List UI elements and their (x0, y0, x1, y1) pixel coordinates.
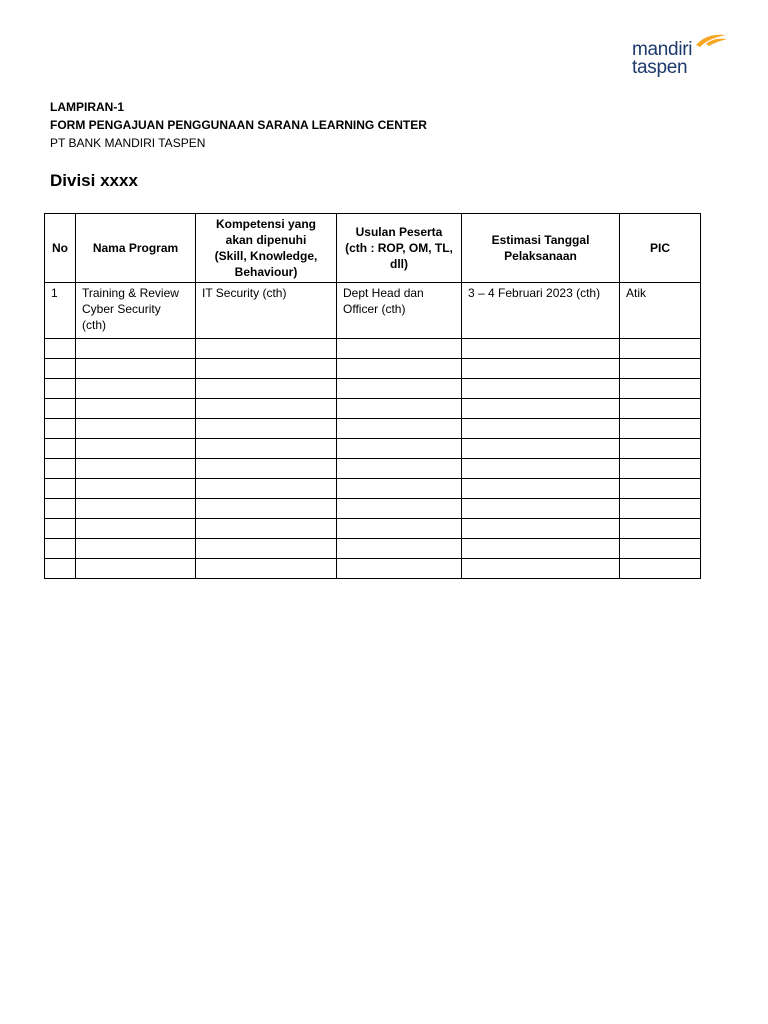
empty-cell-no (45, 459, 76, 479)
empty-cell-pic (620, 399, 701, 419)
empty-cell-kompetensi (196, 439, 337, 459)
column-header-kompetensi: Kompetensi yang akan dipenuhi (Skill, Knowledge, Behaviour) (196, 214, 337, 283)
empty-table-row (45, 379, 701, 399)
empty-cell-pic (620, 339, 701, 359)
empty-cell-nama-program (76, 359, 196, 379)
empty-cell-kompetensi (196, 479, 337, 499)
cell-usulan-peserta: Dept Head dan Officer (cth) (337, 283, 462, 339)
cell-estimasi-tanggal: 3 – 4 Februari 2023 (cth) (462, 283, 620, 339)
empty-cell-pic (620, 539, 701, 559)
program-table (44, 213, 701, 579)
divisi-title: Divisi xxxx (50, 171, 138, 190)
empty-cell-estimasi-tanggal (462, 459, 620, 479)
column-header-nama-program: Nama Program (76, 214, 196, 283)
empty-cell-pic (620, 519, 701, 539)
empty-cell-no (45, 479, 76, 499)
empty-cell-kompetensi (196, 419, 337, 439)
empty-table-row (45, 359, 701, 379)
empty-cell-nama-program (76, 559, 196, 579)
empty-cell-pic (620, 499, 701, 519)
empty-cell-estimasi-tanggal (462, 499, 620, 519)
empty-cell-estimasi-tanggal (462, 519, 620, 539)
empty-cell-kompetensi (196, 459, 337, 479)
empty-cell-pic (620, 419, 701, 439)
empty-table-row (45, 559, 701, 579)
form-title: FORM PENGAJUAN PENGGUNAAN SARANA LEARNING CENTER (50, 118, 427, 132)
cell-no: 1 (45, 283, 76, 339)
empty-table-row (45, 479, 701, 499)
empty-cell-estimasi-tanggal (462, 359, 620, 379)
empty-cell-usulan-peserta (337, 519, 462, 539)
cell-pic: Atik (620, 283, 701, 339)
empty-cell-nama-program (76, 519, 196, 539)
empty-cell-usulan-peserta (337, 439, 462, 459)
empty-cell-no (45, 379, 76, 399)
empty-cell-nama-program (76, 399, 196, 419)
empty-table-row (45, 499, 701, 519)
empty-cell-pic (620, 439, 701, 459)
company-name: PT BANK MANDIRI TASPEN (50, 136, 206, 150)
empty-cell-pic (620, 559, 701, 579)
table-row (45, 283, 701, 339)
empty-cell-no (45, 359, 76, 379)
cell-kompetensi: IT Security (cth) (196, 283, 337, 339)
empty-cell-usulan-peserta (337, 339, 462, 359)
empty-cell-usulan-peserta (337, 559, 462, 579)
empty-cell-estimasi-tanggal (462, 339, 620, 359)
column-header-no: No (45, 214, 76, 283)
empty-cell-kompetensi (196, 519, 337, 539)
empty-cell-no (45, 339, 76, 359)
empty-cell-kompetensi (196, 559, 337, 579)
empty-cell-nama-program (76, 459, 196, 479)
empty-cell-nama-program (76, 539, 196, 559)
column-header-pic: PIC (620, 214, 701, 283)
table-header-row (45, 214, 701, 283)
empty-cell-usulan-peserta (337, 379, 462, 399)
empty-cell-nama-program (76, 479, 196, 499)
empty-table-row (45, 519, 701, 539)
empty-table-row (45, 419, 701, 439)
empty-table-row (45, 539, 701, 559)
empty-cell-estimasi-tanggal (462, 439, 620, 459)
lampiran-label: LAMPIRAN-1 (50, 100, 124, 114)
empty-cell-pic (620, 359, 701, 379)
empty-table-row (45, 399, 701, 419)
logo-text-mandiri: mandiri (632, 39, 693, 60)
empty-cell-no (45, 559, 76, 579)
empty-table-row (45, 439, 701, 459)
empty-cell-pic (620, 379, 701, 399)
empty-cell-nama-program (76, 499, 196, 519)
empty-cell-usulan-peserta (337, 499, 462, 519)
empty-cell-usulan-peserta (337, 539, 462, 559)
empty-cell-estimasi-tanggal (462, 399, 620, 419)
empty-cell-usulan-peserta (337, 359, 462, 379)
empty-cell-usulan-peserta (337, 479, 462, 499)
cell-nama-program: Training & Review Cyber Security (cth) (76, 283, 196, 339)
empty-cell-kompetensi (196, 539, 337, 559)
empty-cell-estimasi-tanggal (462, 539, 620, 559)
empty-cell-usulan-peserta (337, 399, 462, 419)
empty-cell-kompetensi (196, 499, 337, 519)
empty-cell-estimasi-tanggal (462, 379, 620, 399)
empty-cell-no (45, 439, 76, 459)
logo-swoosh-icon (694, 32, 728, 48)
empty-cell-nama-program (76, 339, 196, 359)
column-header-estimasi-tanggal: Estimasi Tanggal Pelaksanaan (462, 214, 620, 283)
empty-cell-estimasi-tanggal (462, 559, 620, 579)
empty-table-row (45, 459, 701, 479)
empty-cell-kompetensi (196, 399, 337, 419)
empty-cell-pic (620, 459, 701, 479)
column-header-usulan-peserta: Usulan Peserta (cth : ROP, OM, TL, dll) (337, 214, 462, 283)
empty-cell-no (45, 539, 76, 559)
mandiri-taspen-logo (632, 32, 728, 82)
empty-cell-usulan-peserta (337, 419, 462, 439)
logo-text-taspen: taspen (632, 57, 688, 78)
empty-cell-pic (620, 479, 701, 499)
empty-cell-no (45, 399, 76, 419)
empty-cell-nama-program (76, 439, 196, 459)
empty-table-row (45, 339, 701, 359)
empty-cell-no (45, 419, 76, 439)
empty-cell-usulan-peserta (337, 459, 462, 479)
document-header (50, 98, 427, 152)
empty-cell-kompetensi (196, 339, 337, 359)
empty-cell-estimasi-tanggal (462, 479, 620, 499)
empty-cell-nama-program (76, 419, 196, 439)
empty-cell-kompetensi (196, 359, 337, 379)
empty-cell-no (45, 519, 76, 539)
empty-cell-estimasi-tanggal (462, 419, 620, 439)
empty-cell-nama-program (76, 379, 196, 399)
empty-cell-kompetensi (196, 379, 337, 399)
empty-cell-no (45, 499, 76, 519)
